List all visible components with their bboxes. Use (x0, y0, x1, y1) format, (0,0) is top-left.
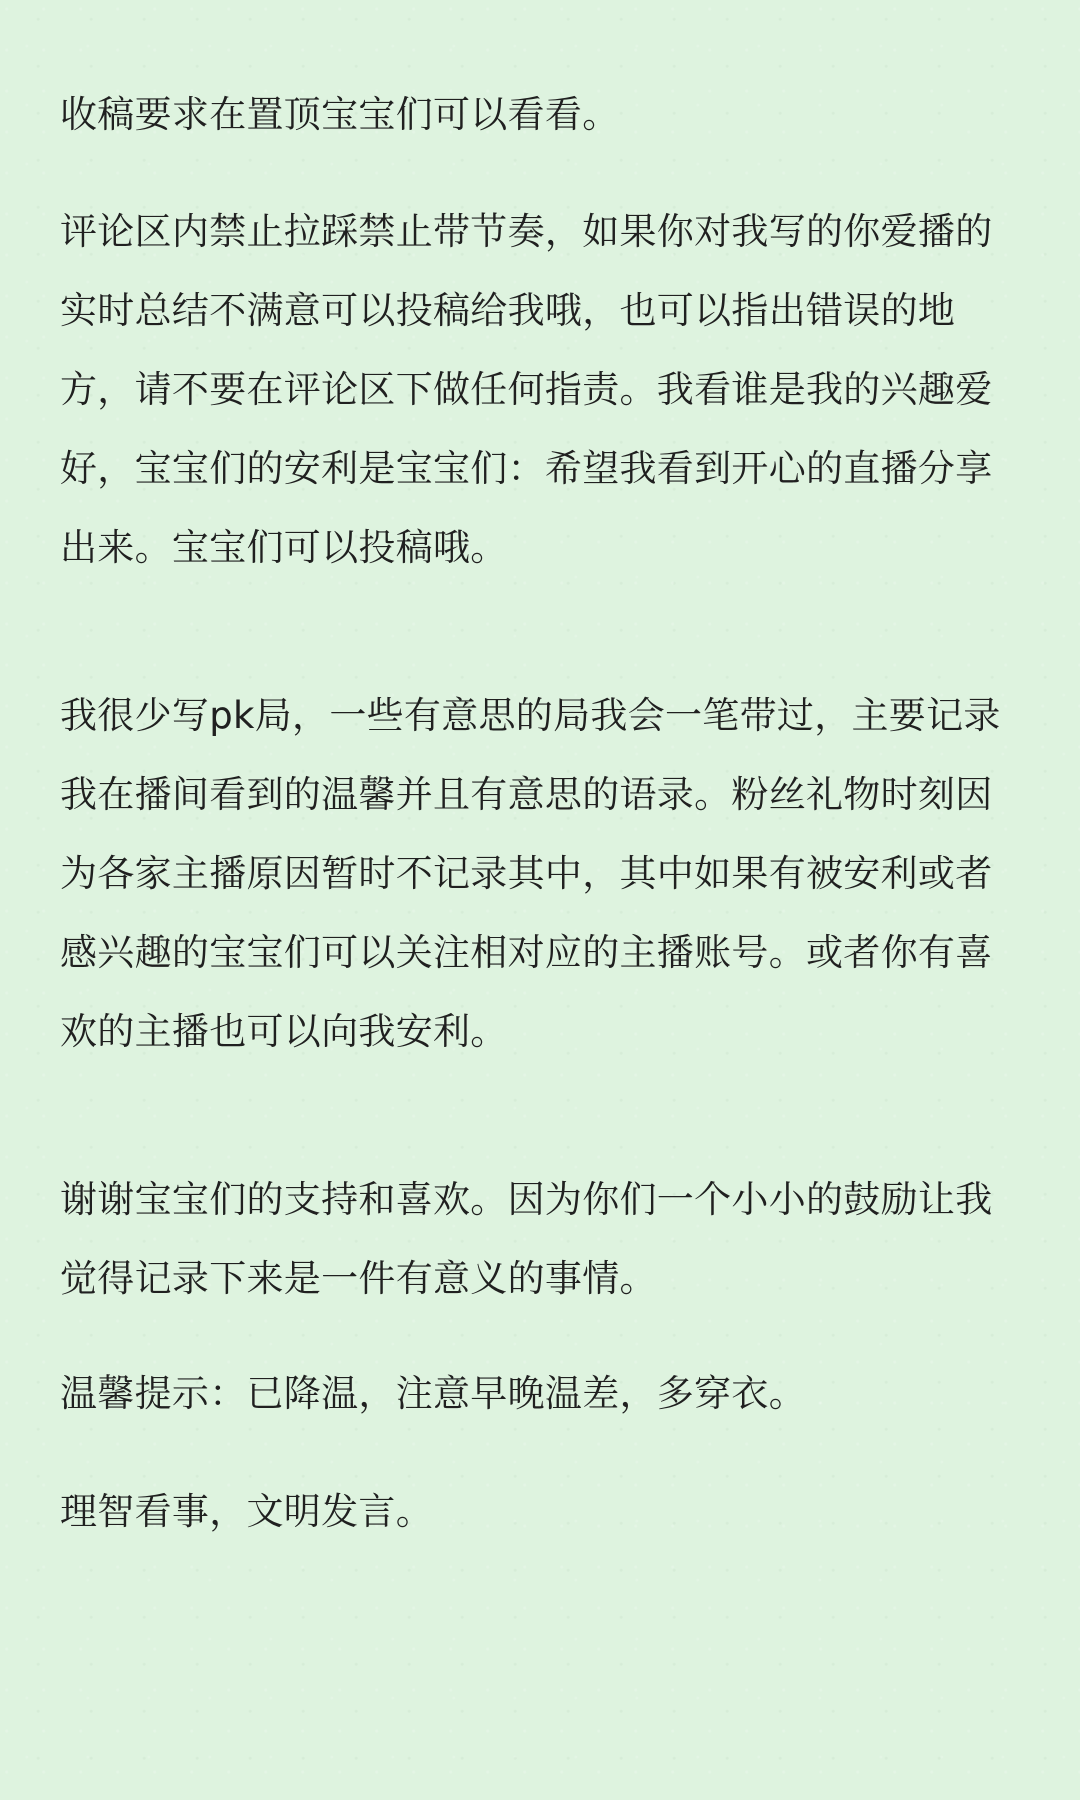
civil-discussion-paragraph: 理智看事，文明发言。 (60, 1490, 433, 1533)
weather-reminder-paragraph: 温馨提示：已降温，注意早晚温差，多穿衣。 (60, 1372, 806, 1415)
submission-rules-paragraph: 收稿要求在置顶宝宝们可以看看。 (60, 93, 620, 136)
comment-policy-paragraph: 评论区内禁止拉踩禁止带节奏，如果你对我写的你爱播的实时总结不满意可以投稿给我哦，也可以指出错误的地方，请不要在评论区下做任何指责。我看谁是我的兴趣爱好，宝宝们的安利是宝宝们：希望我看到开心的直播分享出来。宝宝们可以投稿哦。 (60, 210, 993, 569)
thanks-paragraph: 谢谢宝宝们的支持和喜欢。因为你们一个小小的鼓励让我觉得记录下来是一件有意义的事情。 (60, 1178, 993, 1300)
recording-scope-paragraph: 我很少写pk局，一些有意思的局我会一笔带过，主要记录我在播间看到的温馨并且有意思的语录。粉丝礼物时刻因为各家主播原因暂时不记录其中，其中如果有被安利或者感兴趣的宝宝们可以关注相对应的主播账号。或者你有喜欢的主播也可以向我安利。 (60, 694, 1001, 1053)
